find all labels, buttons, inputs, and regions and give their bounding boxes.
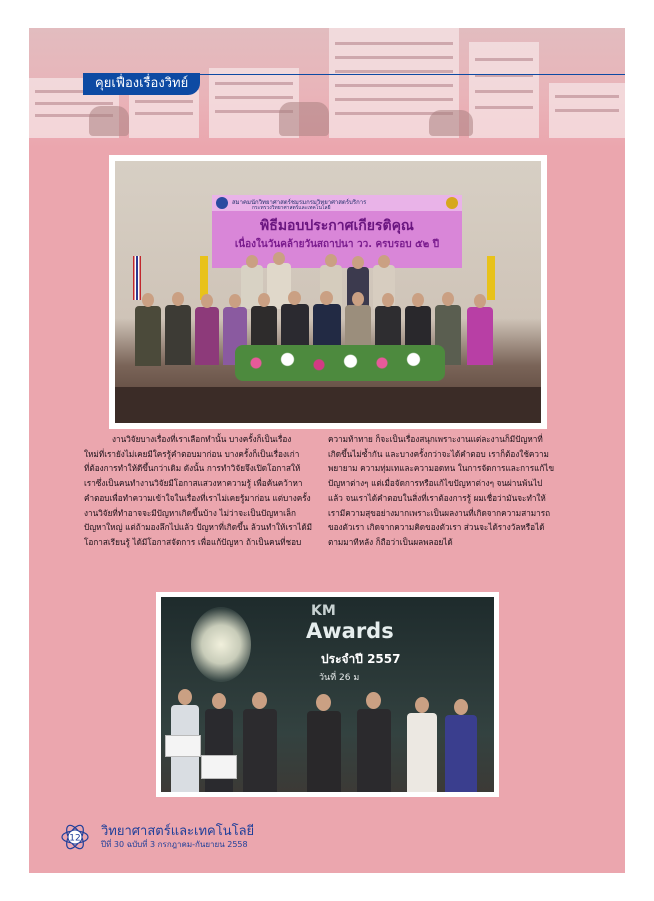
magazine-page — [29, 28, 625, 873]
banner-title: พิธีมอบประกาศเกียรติคุณ — [260, 218, 414, 234]
header-rule — [200, 74, 625, 75]
article-line: โอกาสเรียนรู้ ได้มีโอกาสจัดการ เพื่อแก้ปัญหา ถ้าเป็นคนที่ชอบ — [84, 536, 302, 547]
awards-label: Awards — [306, 619, 394, 643]
magazine-title: วิทยาศาสตร์และเทคโนโลยี — [101, 824, 255, 839]
km-label: KM — [311, 603, 336, 619]
tistr-logo-icon — [216, 197, 228, 209]
article-line: คำตอบเพื่อทำความเข้าใจในเรื่องที่เราไม่เคยรู้มาก่อน แต่บางครั้ง — [84, 492, 311, 503]
article-line: เกิดขึ้นไม่ซ้ำกัน และบางครั้งกว่าจะได้คำตอบ เราก็ต้องใช้ความ — [328, 448, 549, 459]
section-title-tab — [83, 73, 200, 95]
flower-arrangement — [235, 345, 445, 381]
article-column-right — [328, 432, 560, 550]
award-date-label: วันที่ 26 ม — [319, 673, 360, 683]
section-title: คุยเฟื่องเรื่องวิทย์ — [95, 76, 189, 91]
km-awards-photo — [156, 592, 499, 797]
royal-flag-icon — [487, 256, 495, 300]
article-line: งานวิจัยบางเรื่องที่เราเลือกทำนั้น บางครั้งก็เป็นเรื่อง — [112, 434, 292, 444]
ceremony-photo — [109, 155, 547, 429]
banner-subtitle: เนื่องในวันคล้ายวันสถาปนา วว. ครบรอบ ๕๒ ปี — [234, 239, 440, 250]
article-line: ความท้าทาย ก็จะเป็นเรื่องสนุกเพราะงานแต่ละงานก็มีปัญหาที่ — [328, 434, 543, 444]
royal-seal-icon — [446, 197, 458, 209]
stage-front — [115, 387, 541, 423]
article-column-left — [84, 432, 316, 550]
article-line: งานวิจัยที่ทำอาจจะมีปัญหาเกิดขึ้นบ้าง ไม่ว่าจะเป็นปัญหาเล็ก — [84, 507, 296, 518]
issue-line: ปีที่ 30 ฉบับที่ 3 กรกฎาคม-กันยายน 2558 — [101, 840, 248, 849]
article-line: ตามมาทีหลัง ก็ถือว่าเป็นผลพลอยได้ — [328, 536, 453, 547]
article-line: พยายาม ความทุ่มเทและความอดทน ในการจัดการและการแก้ไข — [328, 463, 555, 474]
article-line: ปัญหาต่างๆ แต่เมื่อจัดการหรือแก้ไขปัญหาต่างๆ จนผ่านพ้นไป — [328, 478, 543, 489]
article-line: แล้ว จนเราได้คำตอบในสิ่งที่เราต้องการรู้ ผมเชื่อว่ามันจะทำให้ — [328, 492, 546, 503]
article-line: เราซึ่งเป็นคนทำงานวิจัยมีโอกาสแสวงหาความรู้ เพื่อค้นคว้าหา — [84, 478, 303, 489]
article-line: ใหม่ที่เรายังไม่เคยมีใครรู้คำตอบมาก่อน บางครั้งก็เป็นเรื่องเก่า — [84, 448, 300, 459]
thai-flag-icon — [133, 256, 141, 300]
atom-logo-icon — [61, 823, 89, 851]
award-year-label: ประจำปี 2557 — [321, 652, 401, 666]
article-line: เรามีความสุขอย่างมากเพราะเป็นผลงานที่เกิดจากความสามารถ — [328, 507, 551, 518]
banner-org-line1: สมาคมนักวิทยาศาสตร์ชมรมกรมวิทยาศาสตร์บริการ — [232, 199, 367, 206]
banner-org-line2: กระทรวงวิทยาศาสตร์และเทคโนโลยี — [252, 205, 331, 211]
article-line: ที่ต้องการทำให้ดีขึ้นกว่าเดิม ดังนั้น การทำวิจัยจึงเปิดโอกาสให้ — [84, 463, 301, 474]
article-line: ของตัวเรา เกิดจากความคิดของตัวเรา ส่วนจะได้รางวัลหรือได้ — [328, 522, 545, 533]
page-number: 12 — [69, 833, 81, 844]
lightbulb-graphic — [191, 607, 251, 682]
award-certificate — [201, 755, 237, 779]
award-certificate — [165, 735, 201, 757]
article-line: ปัญหาใหญ่ แต่ถ้ามองลึกไปแล้ว ปัญหาที่เกิดขึ้น ล้วนทำให้เราได้มี — [84, 522, 313, 533]
